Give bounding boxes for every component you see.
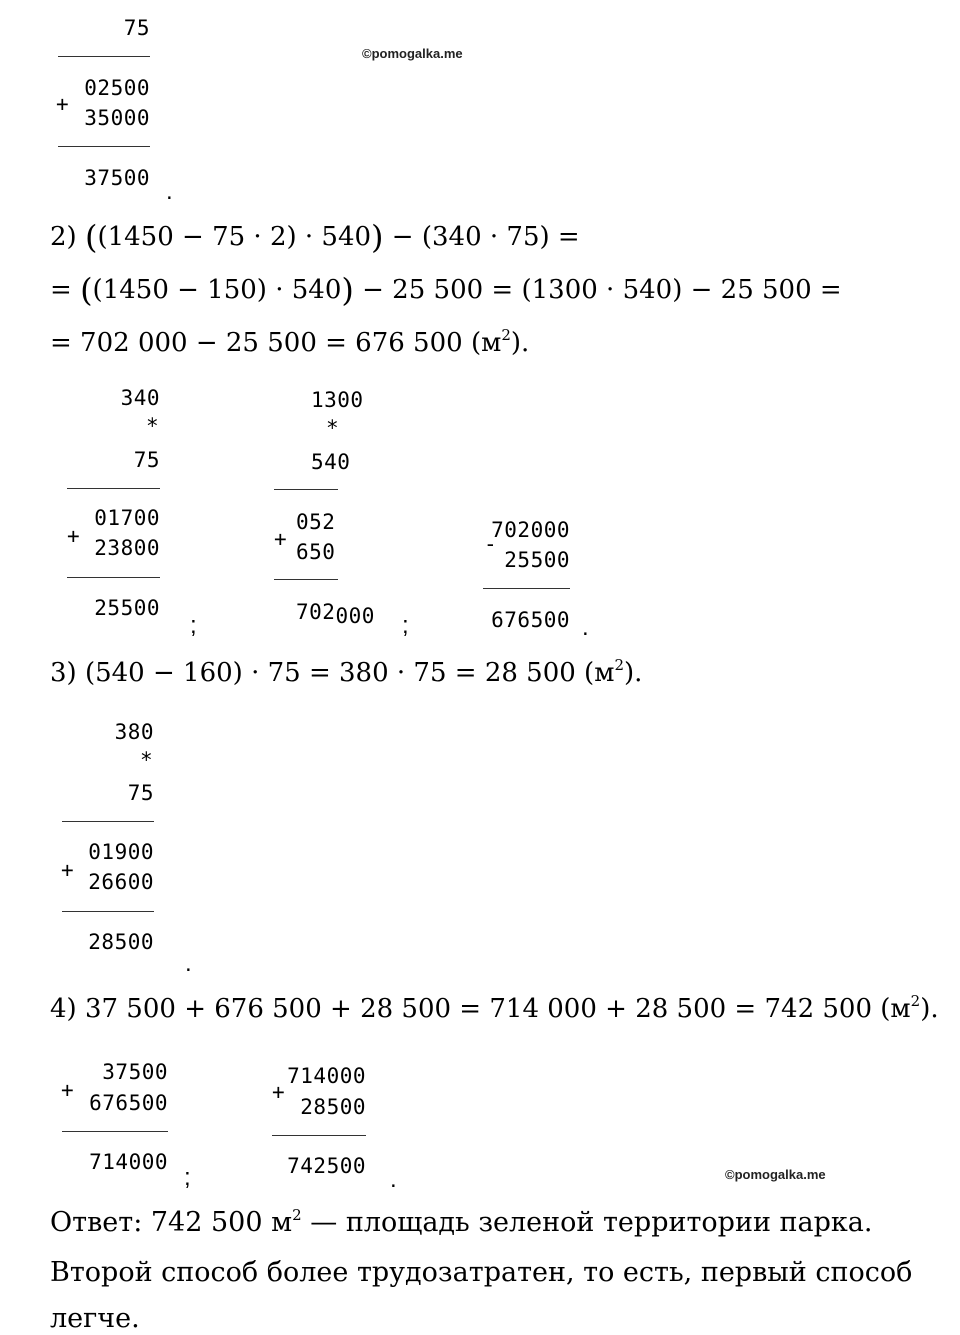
divider-line: [274, 489, 338, 490]
partial-product-2: 35000: [84, 106, 150, 130]
result-part: 000: [335, 604, 375, 628]
big-paren-open: (: [80, 271, 93, 309]
step-label: 4): [50, 994, 77, 1024]
divider-line: [62, 911, 154, 912]
partial-product-1: 02500: [84, 76, 150, 100]
expr-part: (1450 − 75 · 2) · 540: [97, 222, 372, 252]
bottom-operand: 75: [133, 448, 160, 472]
result-value: 714000: [89, 1150, 168, 1174]
plus-sign: +: [56, 92, 70, 116]
result-value: 676500: [491, 608, 570, 632]
big-paren-close: ): [371, 218, 384, 256]
separator: ;: [190, 612, 197, 639]
partial-product-2: 23800: [94, 536, 160, 560]
addend-1: 37500: [102, 1060, 168, 1084]
divider-line: [483, 588, 570, 589]
expr-part: ).: [510, 328, 530, 358]
top-operand: 380: [114, 720, 154, 744]
minus-sign: -: [484, 532, 498, 556]
divider-line: [58, 146, 150, 147]
expr-part: − 25 500 = (1300 · 540) − 25 500 =: [353, 275, 842, 305]
conclusion-line-1: Второй способ более трудозатратен, то есть, первый способ: [50, 1257, 913, 1288]
step2-line3: [50, 326, 529, 358]
expr-part: =: [50, 275, 81, 305]
result-value: [296, 600, 375, 628]
divider-line: [62, 821, 154, 822]
big-paren-close: ): [341, 271, 354, 309]
answer-text: — площадь зеленой территории парка.: [301, 1207, 873, 1238]
end-dot: .: [185, 950, 192, 977]
end-dot: .: [166, 178, 173, 205]
superscript: 2: [614, 656, 624, 674]
superscript: 2: [910, 992, 921, 1010]
partial-product-1: 01900: [88, 840, 154, 864]
partial-product-1: 01700: [94, 506, 160, 530]
step3-line: [50, 656, 642, 688]
expr-part: ).: [623, 658, 643, 688]
answer-text: Ответ: 742 500 м: [50, 1207, 293, 1238]
end-dot: .: [582, 614, 589, 641]
result-value: 25500: [94, 596, 160, 620]
subtrahend: 25500: [504, 548, 570, 572]
superscript: 2: [501, 326, 511, 344]
divider-line: [62, 1131, 168, 1132]
end-dot: .: [390, 1166, 397, 1193]
top-operand: 340: [120, 386, 160, 410]
divider-line: [67, 577, 160, 578]
plus-sign: +: [274, 527, 288, 551]
watermark-top: ©pomogalka.me: [362, 46, 463, 61]
partial-product-2: 650: [296, 540, 336, 564]
result-value: 37500: [84, 166, 150, 190]
result-part: 702: [296, 600, 336, 624]
superscript: 2: [292, 1206, 302, 1224]
plus-sign: +: [61, 858, 75, 882]
top-operand: 1300: [311, 388, 364, 412]
step2-line2: [50, 271, 842, 309]
addend-1: 714000: [287, 1064, 366, 1088]
expr-part: (1450 − 150) · 540: [92, 275, 342, 305]
step-label: 2): [50, 222, 77, 252]
divider-line: [58, 56, 150, 57]
step2-line1: [50, 218, 580, 256]
expr-part: (540 − 160) · 75 = 380 · 75 = 28 500 (м: [76, 658, 615, 688]
big-paren-open: (: [84, 218, 98, 256]
plus-sign: +: [67, 524, 81, 548]
expr-part: 37 500 + 676 500 + 28 500 = 714 000 + 28 500 = 742 500 (м: [76, 994, 911, 1024]
separator: ;: [184, 1164, 191, 1191]
expr-part: − (340 · 75) =: [383, 222, 580, 252]
partial-product-2: 26600: [88, 870, 154, 894]
bottom-operand: 75: [127, 781, 154, 805]
addend-2: 28500: [300, 1095, 366, 1119]
addend-2: 676500: [89, 1091, 168, 1115]
step4-line: [50, 992, 939, 1024]
multiply-sign: *: [146, 414, 160, 438]
expr-part: = 702 000 − 25 500 = 676 500 (м: [50, 328, 502, 358]
separator: ;: [402, 612, 409, 639]
plus-sign: +: [61, 1078, 75, 1102]
multiplier-value: 75: [123, 16, 150, 40]
divider-line: [67, 488, 160, 489]
step-label: 3): [50, 658, 77, 688]
expr-part: ).: [920, 994, 939, 1024]
result-value: 28500: [88, 930, 154, 954]
minuend: 702000: [491, 518, 570, 542]
divider-line: [272, 1135, 366, 1136]
multiply-sign: *: [140, 748, 154, 772]
partial-product-1: 052: [296, 510, 336, 534]
bottom-operand: 540: [311, 450, 351, 474]
plus-sign: +: [272, 1080, 286, 1104]
conclusion-line-2: легче.: [50, 1303, 140, 1334]
answer-line: [50, 1206, 872, 1238]
result-value: 742500: [287, 1154, 366, 1178]
watermark-bottom: ©pomogalka.me: [725, 1167, 826, 1182]
multiply-sign: *: [326, 416, 340, 440]
divider-line: [274, 579, 338, 580]
